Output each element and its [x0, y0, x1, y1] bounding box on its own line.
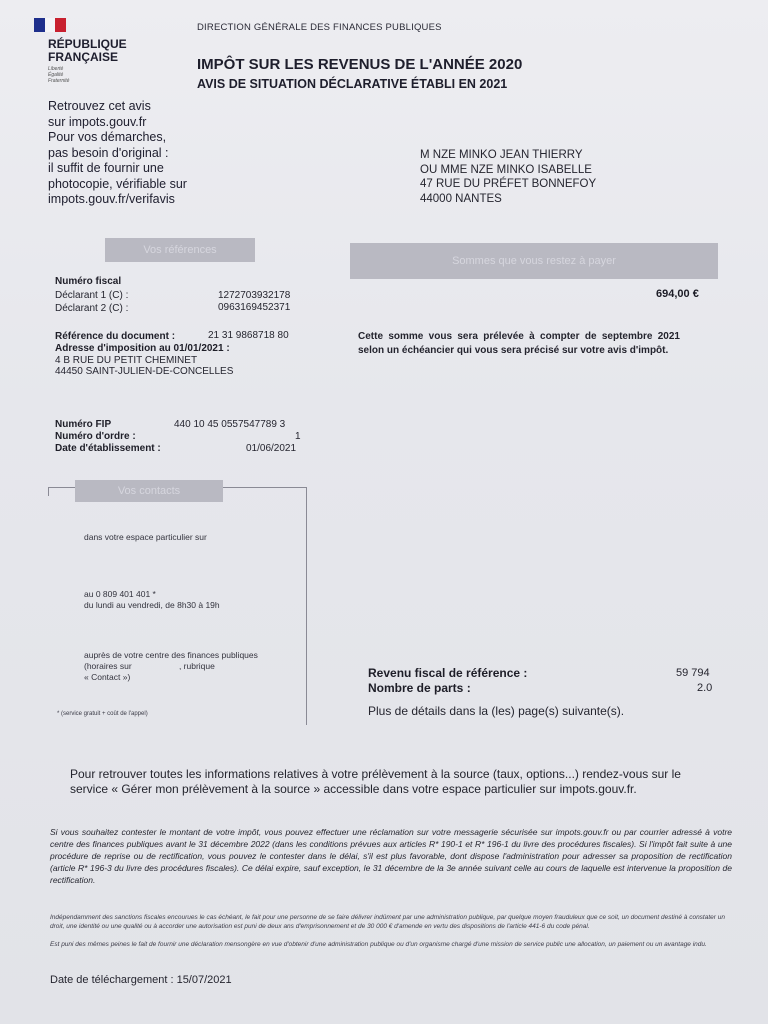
contact-centre-1: auprès de votre centre des finances publiques	[84, 650, 258, 660]
reference-document-label: Référence du document :	[55, 331, 176, 342]
contacts-banner: Vos contacts	[75, 480, 223, 502]
references-banner: Vos références	[105, 238, 255, 262]
recipient-address: M NZE MINKO JEAN THIERRY OU MME NZE MINKO ISABELLE 47 RUE DU PRÉFET BONNEFOY 44000 NANTES	[420, 149, 597, 205]
contact-centre-3: « Contact »)	[84, 672, 131, 682]
adresse-line-1: 4 B RUE DU PETIT CHEMINET	[55, 355, 198, 366]
fip-label: Numéro FIP	[55, 419, 112, 430]
flag-red	[55, 18, 66, 32]
box-corner	[48, 488, 63, 496]
devise: Liberté Égalité Fraternité	[48, 66, 70, 84]
date-etablissement-label: Date d'établissement :	[55, 443, 161, 454]
legal-text-1: Indépendamment des sanctions fiscales encourues le cas échéant, le fait pour une personne de se faire délivrer indûment par une administration publique, par quelque moyen frauduleux que ce soit, un document destiné à constater un droit, une identité ou une qualité ou à accorder une autorisation est puni de deux ans d'emprisonnement et de 30 000 € d'amende en vertu des dispositions de l'article 441-6 du code pénal.	[50, 914, 725, 930]
ordre-value: 1	[295, 431, 301, 442]
details-text: Plus de détails dans la (les) page(s) suivante(s).	[368, 704, 625, 718]
parts-label: Nombre de parts :	[368, 681, 471, 695]
direction-label: DIRECTION GÉNÉRALE DES FINANCES PUBLIQUES	[197, 22, 442, 33]
reference-document-value: 21 31 9868718 80	[208, 330, 289, 341]
prelevement-text: Cette somme vous sera prélevée à compter de septembre 2021 selon un échéancier qui vous sera précisé sur votre avis d'impôt.	[358, 331, 680, 356]
intro-text: Retrouvez cet avis sur impots.gouv.fr Pour vos démarches, pas besoin d'original : il suffit de fournir une photocopie, vérifiable sur impots.gouv.fr/verifavis	[48, 99, 187, 206]
download-date: Date de téléchargement : 15/07/2021	[50, 974, 232, 986]
amount-value: 694,00 €	[656, 288, 699, 300]
declarant1-label: Déclarant 1 (C) :	[55, 290, 129, 301]
contact-centre-2: (horaires sur , rubrique	[84, 661, 215, 671]
page-title: IMPÔT SUR LES REVENUS DE L'ANNÉE 2020	[197, 56, 523, 73]
republique-francaise: RÉPUBLIQUE FRANÇAISE	[48, 37, 127, 64]
date-etablissement-value: 01/06/2021	[246, 443, 297, 454]
contact-footnote: * (service gratuit + coût de l'appel)	[57, 711, 148, 717]
contact-espace: dans votre espace particulier sur	[84, 532, 207, 542]
flag-white	[45, 18, 56, 32]
fip-value: 440 10 45 0557547789 3	[174, 419, 286, 430]
parts-value: 2.0	[697, 682, 713, 694]
declarant2-label: Déclarant 2 (C) :	[55, 303, 129, 314]
rfr-label: Revenu fiscal de référence :	[368, 666, 528, 680]
contester-text: Si vous souhaitez contester le montant de votre impôt, vous pouvez effectuer une réclamation sur votre messagerie sécurisée sur impots.gouv.fr ou par courrier adressé à votre centre des finances publiques avant le 31 décembre 2022 (dans les conditions prévues aux articles R* 190-1 et R* 196-1 du livre des procédures fiscales). Si l'impôt fait suite à une procédure de reprise ou de rectification, vous pouvez le contester dans le délai, s'il est plus favorable, dont dispose l'administration pour adresser sa proposition de rectification (article R* 196-3 du livre des procédures fiscales). Ce délai expire, sauf exception, le 31 décembre de la 3e année suivant celle au cours de laquelle est intervenue la proposition de rectification.	[50, 827, 732, 885]
prelevement-source-text: Pour retrouver toutes les informations relatives à votre prélèvement à la source (taux, options...) rendez-vous sur le service « Gérer mon prélèvement à la source » accessible dans votre espace particulier sur impots.gouv.fr.	[70, 767, 681, 796]
contact-phone: au 0 809 401 401 *	[84, 589, 156, 599]
page-subtitle: AVIS DE SITUATION DÉCLARATIVE ÉTABLI EN 2021	[197, 77, 508, 91]
flag-blue	[34, 18, 45, 32]
adresse-imposition-label: Adresse d'imposition au 01/01/2021 :	[55, 343, 230, 354]
declarant1-value: 1272703932178	[218, 290, 291, 301]
contact-hours: du lundi au vendredi, de 8h30 à 19h	[84, 600, 220, 610]
legal-text-2: Est puni des mêmes peines le fait de fournir une déclaration mensongère en vue d'obtenir d'une administration publique ou d'un organisme chargé d'une mission de service public une allocation, un paiement ou un avantage indu.	[50, 941, 707, 948]
declarant2-value: 0963169452371	[218, 302, 291, 313]
adresse-line-2: 44450 SAINT-JULIEN-DE-CONCELLES	[55, 366, 234, 377]
ordre-label: Numéro d'ordre :	[55, 431, 136, 442]
numero-fiscal-label: Numéro fiscal	[55, 276, 122, 287]
marianne-flag-logo	[34, 18, 66, 32]
amount-banner: Sommes que vous restez à payer	[350, 243, 718, 279]
rfr-value: 59 794	[676, 667, 710, 679]
